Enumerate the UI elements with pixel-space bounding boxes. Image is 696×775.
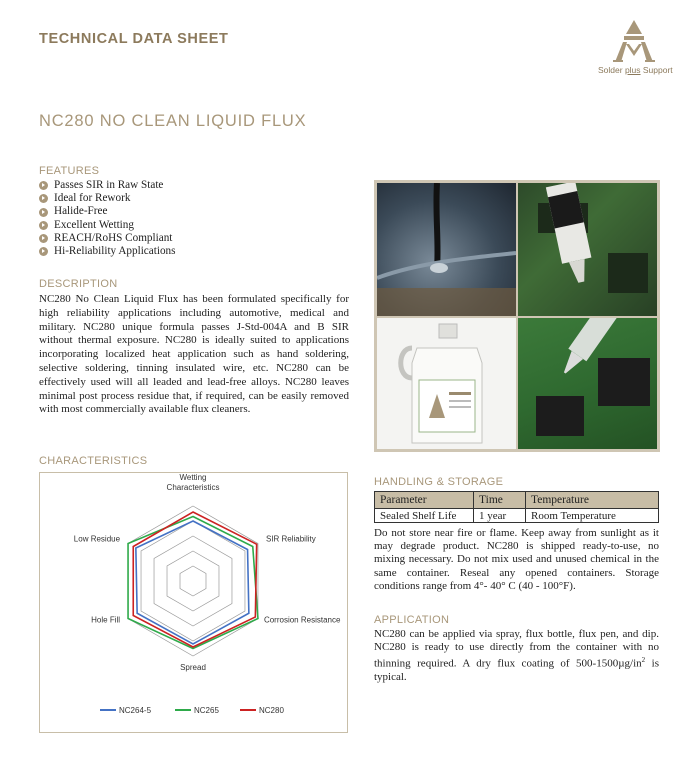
- grid-ring: [154, 536, 232, 626]
- document-type-title: TECHNICAL DATA SHEET: [39, 31, 229, 47]
- list-item: Hi-Reliability Applications: [39, 245, 176, 258]
- chevron-bullet-icon: [39, 247, 48, 256]
- list-item: Excellent Wetting: [39, 219, 176, 232]
- product-photo-grid: [374, 180, 660, 452]
- table-row: [375, 509, 659, 523]
- grid-ring: [167, 551, 219, 611]
- company-logo: [598, 18, 672, 80]
- radar-chart: [40, 473, 346, 731]
- features-heading: FEATURES: [39, 165, 100, 177]
- list-item: Passes SIR in Raw State: [39, 179, 176, 192]
- application-text: NC280 can be applied via spray, flux bottle, flux pen, and dip. NC280 is ready to use directly from the container with no thinning required. A dry flux coating of $500-1500\mu g/in^2$ is typical.: [374, 628, 659, 684]
- application-heading: APPLICATION: [374, 614, 450, 626]
- grid-ring: [128, 506, 258, 656]
- axis-label: Low Residue: [73, 534, 121, 544]
- table-cell: Room Temperature: [526, 509, 659, 523]
- chevron-bullet-icon: [39, 208, 48, 217]
- column-header: Parameter: [375, 492, 474, 509]
- aim-logo-icon: [611, 18, 657, 64]
- chevron-bullet-icon: [39, 221, 48, 230]
- column-header: Time: [474, 492, 526, 509]
- handling-heading: HANDLING & STORAGE: [374, 476, 504, 488]
- table-cell: 1 year: [474, 509, 526, 523]
- axis-label: Wetting Characteristics: [166, 473, 220, 492]
- storage-table: [374, 491, 659, 523]
- bottle-icon: [377, 318, 516, 449]
- axis-label: Spread: [180, 663, 206, 672]
- list-item: REACH/RoHS Compliant: [39, 232, 176, 245]
- chevron-bullet-icon: [39, 234, 48, 243]
- wire-soldering-photo: [377, 183, 516, 316]
- legend-label: NC280: [259, 706, 284, 715]
- flux-bottle-photo: [377, 318, 516, 449]
- handling-text: Do not store near fire or flame. Keep away from sunlight as it may degrade product. NC280 is shipped ready-to-use, no mixing necessary. Do not mix used and unused chemical in the same container. Reseal any opened containers. Storage conditions range from 4°- 40° C (40 - 100°F).: [374, 527, 659, 592]
- features-list: [39, 179, 176, 258]
- pen-icon: [518, 183, 657, 316]
- syringe-icon: [518, 318, 657, 449]
- grid-ring: [180, 566, 206, 596]
- column-header: Temperature: [526, 492, 659, 509]
- product-title: NC280 NO CLEAN LIQUID FLUX: [39, 112, 307, 130]
- description-text: NC280 No Clean Liquid Flux has been formulated specifically for high reliability applications including automotive, medical and military. NC280 unique formula passes J-Std-004A and B SIR without thermal exposure. NC280 is ideally suited to applications incorporating localized heat application such as hand soldering, selective soldering, tinning insulated wire, etc. NC280 can be effectively used will all leaded and lead-free alloys. NC280 leaves minimal post process residue that, if required, can be easily removed with most commercially available flux cleaners.: [39, 293, 349, 416]
- list-item: Halide-Free: [39, 205, 176, 218]
- wire-icon: [377, 183, 516, 316]
- flux-pen-photo: [518, 183, 657, 316]
- list-item: Ideal for Rework: [39, 192, 176, 205]
- axis-label: Hole Fill: [91, 615, 121, 625]
- characteristics-heading: CHARACTERISTICS: [39, 455, 148, 467]
- logo-tagline: Solder plus Support: [598, 65, 673, 75]
- dispensing-photo: [518, 318, 657, 449]
- legend-label: NC265: [194, 706, 219, 715]
- table-header-row: [375, 492, 659, 509]
- axis-label: SIR Reliability: [265, 534, 316, 544]
- chevron-bullet-icon: [39, 181, 48, 190]
- characteristics-chart: [39, 472, 348, 733]
- axis-label: Corrosion Resistance: [263, 615, 341, 625]
- description-heading: DESCRIPTION: [39, 278, 118, 290]
- legend-label: NC264-5: [119, 706, 152, 715]
- chevron-bullet-icon: [39, 194, 48, 203]
- table-cell: Sealed Shelf Life: [375, 509, 474, 523]
